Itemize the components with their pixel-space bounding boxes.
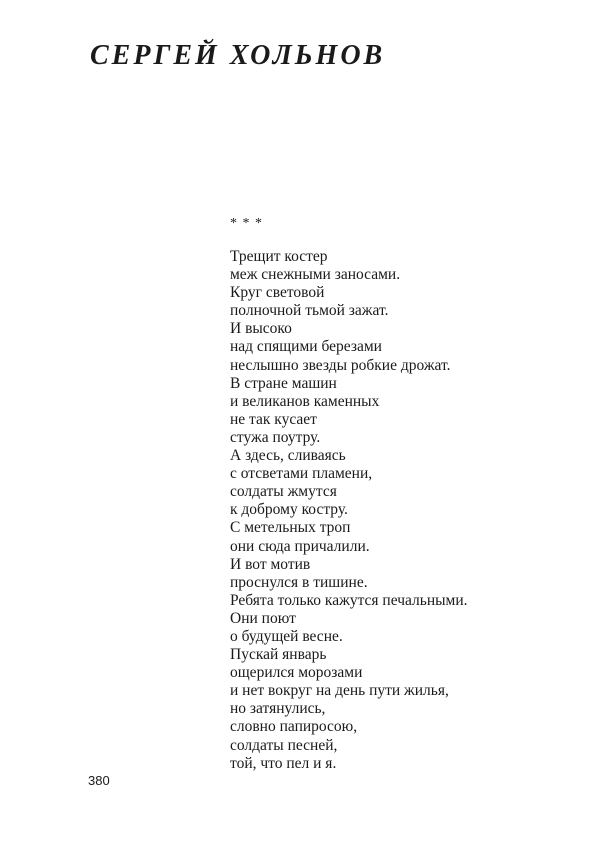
- poem-line: Круг световой: [230, 284, 325, 302]
- author-heading: СЕРГЕЙ ХОЛЬНОВ: [90, 40, 386, 71]
- poem-line: И высоко: [230, 320, 292, 338]
- poem-line: той, что пел и я.: [230, 754, 337, 772]
- poem-line: солдаты песней,: [230, 736, 338, 754]
- poem-line: ощерился морозами: [230, 664, 363, 682]
- poem-line: С метельных троп: [230, 519, 351, 537]
- poem-line: но затянулись,: [230, 700, 326, 718]
- poem-line: не так кусает: [230, 410, 317, 428]
- poem-line: солдаты жмутся: [230, 483, 337, 501]
- poem-line: и великанов каменных: [230, 392, 380, 410]
- poem-line: к доброму костру.: [230, 501, 348, 519]
- poem-line: словно папиросою,: [230, 718, 358, 736]
- page-number: 380: [88, 773, 110, 788]
- poem-line: полночной тьмой зажат.: [230, 302, 389, 320]
- poem-line: А здесь, сливаясь: [230, 447, 346, 465]
- poem-line: стужа поутру.: [230, 428, 321, 446]
- poem-line: И вот мотив: [230, 555, 311, 573]
- section-separator: * * *: [230, 216, 263, 231]
- poem-line: Они поют: [230, 609, 296, 627]
- poem-line: над спящими березами: [230, 338, 382, 356]
- poem-line: неслышно звезды робкие дрожат.: [230, 356, 451, 374]
- poem-line: В стране машин: [230, 374, 337, 392]
- poem-line: они сюда причалили.: [230, 537, 370, 555]
- poem-line: Пускай январь: [230, 646, 327, 664]
- poem-line: проснулся в тишине.: [230, 573, 368, 591]
- poem-line: меж снежными заносами.: [230, 266, 401, 284]
- poem-text: [230, 248, 468, 773]
- poem-line: Трещит костер: [230, 248, 328, 265]
- poem-line: и нет вокруг на день пути жилья,: [230, 682, 449, 700]
- poem-line: с отсветами пламени,: [230, 465, 373, 483]
- poem-line: о будущей весне.: [230, 627, 343, 645]
- poem-line: Ребята только кажутся печальными.: [230, 591, 468, 609]
